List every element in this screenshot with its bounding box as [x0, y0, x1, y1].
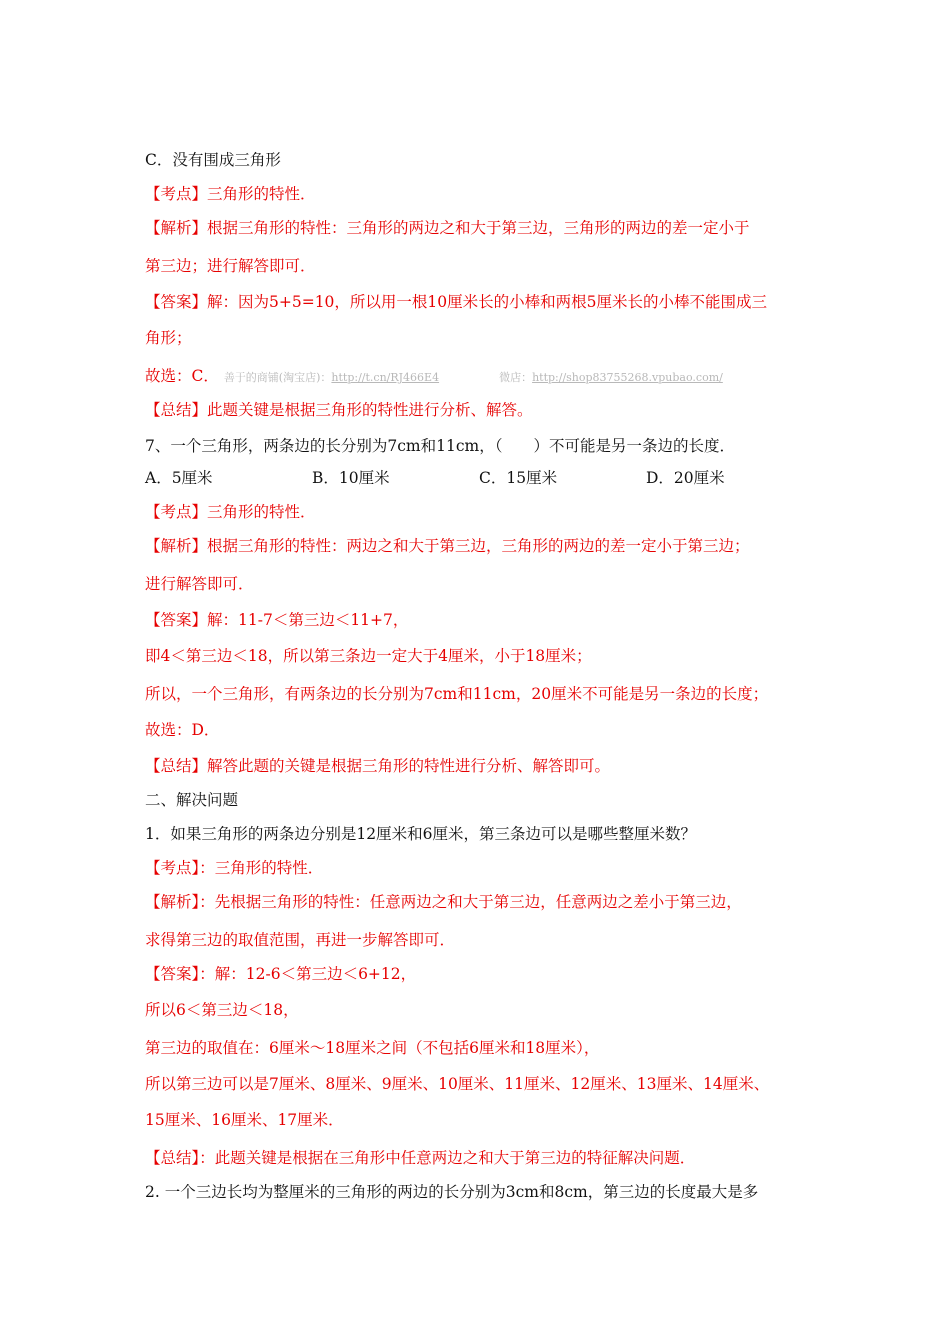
kaodian-line: 【考点】三角形的特性．	[145, 185, 316, 203]
jiexi-line: 【解析】根据三角形的特性：两边之和大于第三边，三角形的两边的差一定小于第三边；	[145, 537, 750, 555]
jiexi-line: 【解析】：先根据三角形的特性：任意两边之和大于第三边，任意两边之差小于第三边，	[145, 893, 742, 911]
daan-line-cont: 即4＜第三边＜18，所以第三条边一定大于4厘米，小于18厘米；	[145, 647, 592, 665]
kaodian-line: 【考点】：三角形的特性．	[145, 859, 324, 877]
section-heading: 二、解决问题	[145, 791, 239, 809]
option-d: D．20厘米	[646, 469, 725, 487]
jiexi-line-cont: 求得第三边的取值范围，再进一步解答即可．	[145, 931, 456, 949]
guxuan-line	[145, 364, 825, 390]
daan-line-cont: 第三边的取值在：6厘米～18厘米之间（不包括6厘米和18厘米），	[145, 1039, 600, 1057]
daan-line-cont: 角形；	[145, 329, 192, 347]
option-c-text: C．没有围成三角形	[145, 151, 281, 169]
daan-line: 【答案】解：11-7＜第三边＜11+7，	[145, 611, 409, 629]
problem-2: 2. 一个三边长均为整厘米的三角形的两边的长分别为3cm和8cm，第三边的长度最大是多	[145, 1183, 759, 1201]
daan-line-cont: 15厘米、16厘米、17厘米．	[145, 1111, 344, 1129]
zongjie-line: 【总结】此题关键是根据三角形的特性进行分析、解答。	[145, 401, 533, 419]
watermark	[224, 371, 723, 384]
option-c: C．15厘米	[479, 469, 558, 487]
question-7-options	[145, 466, 825, 490]
watermark-shop-label: 善于的商铺(淘宝店)：	[223, 371, 332, 384]
zongjie-line: 【总结】：此题关键是根据在三角形中任意两边之和大于第三边的特征解决问题．	[145, 1149, 696, 1167]
jiexi-line-cont: 进行解答即可．	[145, 575, 254, 593]
watermark-shop-link[interactable]: http://t.cn/RJ466E4	[331, 371, 440, 384]
guxuan-line: 故选：D．	[145, 721, 220, 739]
option-a: A．5厘米	[145, 469, 213, 487]
daan-line: 【答案】解：因为5+5=10，所以用一根10厘米长的小棒和两根5厘米长的小棒不能围成三	[145, 293, 768, 311]
jiexi-line: 【解析】根据三角形的特性：三角形的两边之和大于第三边，三角形的两边的差一定小于	[145, 219, 750, 237]
watermark-store-link[interactable]: http://shop83755268.vpubao.com/	[532, 371, 723, 384]
daan-line: 【答案】：解：12-6＜第三边＜6+12，	[145, 965, 417, 983]
question-7: 7、一个三角形，两条边的长分别为7cm和11cm，（ ）不可能是另一条边的长度．	[145, 437, 735, 455]
problem-1: 1．如果三角形的两条边分别是12厘米和6厘米，第三条边可以是哪些整厘米数？	[145, 825, 696, 843]
zongjie-line: 【总结】解答此题的关键是根据三角形的特性进行分析、解答即可。	[145, 757, 611, 775]
option-b: B．10厘米	[312, 469, 390, 487]
jiexi-line-cont: 第三边；进行解答即可．	[145, 257, 316, 275]
daan-line-cont: 所以，一个三角形，有两条边的长分别为7cm和11cm，20厘米不可能是另一条边的长度；	[145, 685, 769, 703]
guxuan-text: 故选：C．	[145, 367, 219, 385]
daan-line-cont: 所以6＜第三边＜18，	[145, 1001, 299, 1019]
watermark-store-label: 微店：	[499, 371, 533, 384]
daan-line-cont: 所以第三边可以是7厘米、8厘米、9厘米、10厘米、11厘米、12厘米、13厘米、14厘米、	[145, 1075, 770, 1093]
kaodian-line: 【考点】三角形的特性．	[145, 503, 316, 521]
